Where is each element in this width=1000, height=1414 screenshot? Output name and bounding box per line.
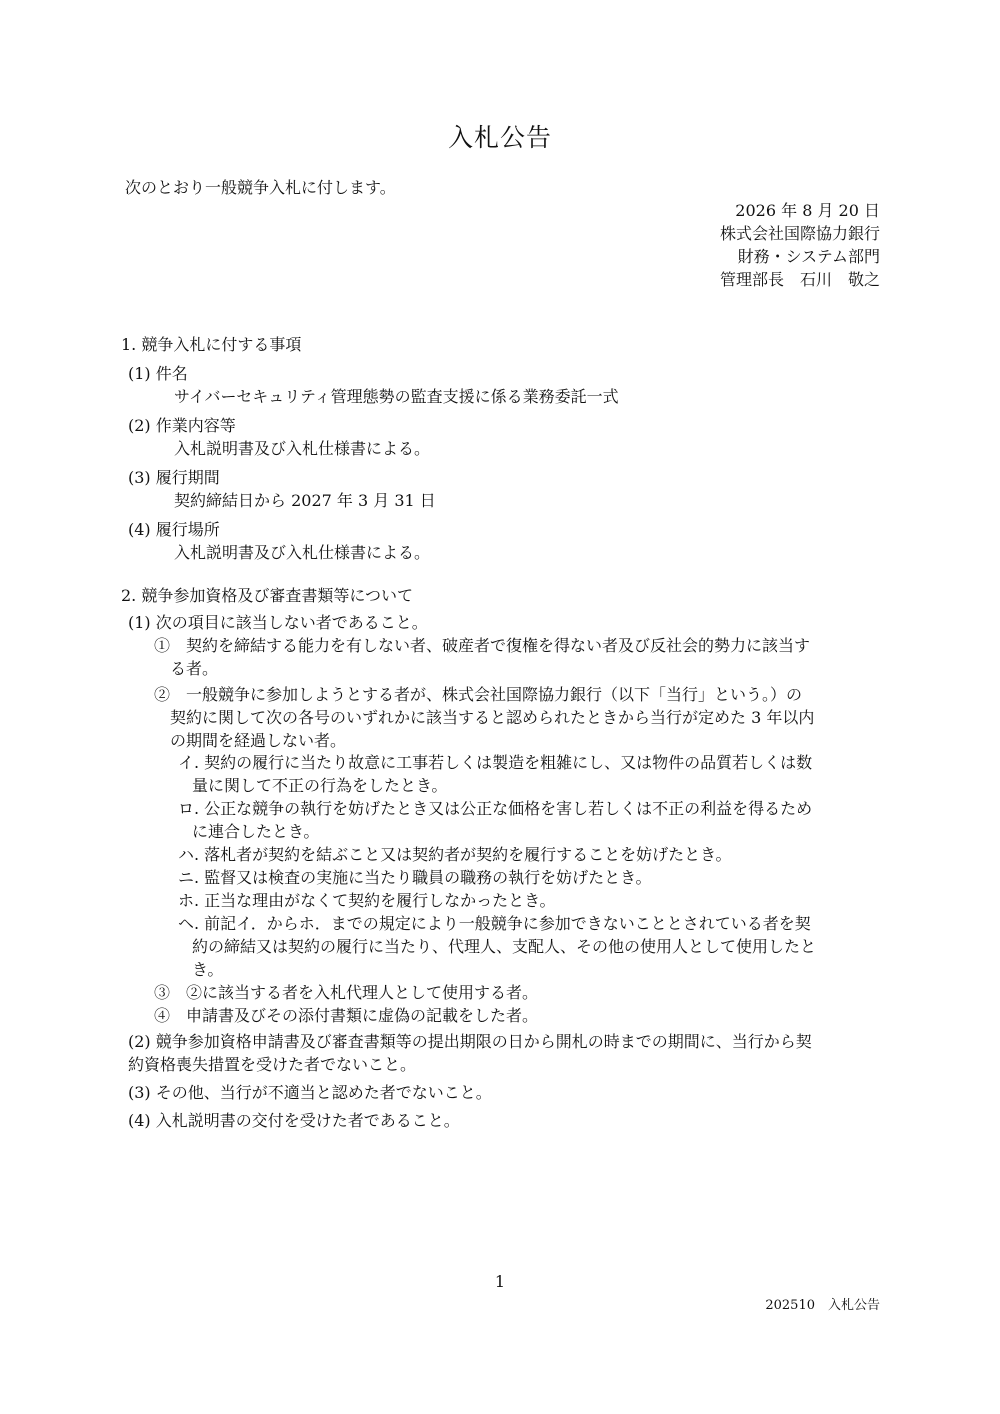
clause-continued: 契約に関して次の各号のいずれかに該当すると認められたときから当行が定めた 3 年以内 xyxy=(170,708,815,727)
paragraph: (4) 入札説明書の交付を受けた者であること。 xyxy=(128,1111,460,1130)
section1-heading: 1. 競争入札に付する事項 xyxy=(121,335,302,354)
clause: ④ 申請書及びその添付書類に虚偽の記載をした者。 xyxy=(154,1006,539,1025)
page-title: 入札公告 xyxy=(447,123,552,152)
page-number: 1 xyxy=(494,1272,506,1291)
sub-item: ホ. 正当な理由がなくて契約を履行しなかったとき。 xyxy=(178,891,556,910)
sub-item: イ. 契約の履行に当たり故意に工事若しくは製造を粗雑にし、又は物件の品質若しくは数 xyxy=(178,753,813,772)
sub-item: ニ. 監督又は検査の実施に当たり職員の職務の執行を妨げたとき。 xyxy=(178,868,652,887)
paragraph: (1) 次の項目に該当しない者であること。 xyxy=(128,613,428,632)
clause: ① 契約を締結する能力を有しない者、破産者で復権を得ない者及び反社会的勢力に該当す xyxy=(154,636,811,655)
sub-item: ロ. 公正な競争の執行を妨げたとき又は公正な価格を害し若しくは不正の利益を得るため xyxy=(178,799,813,818)
paragraph: (2) 競争参加資格申請書及び審査書類等の提出期限の日から開札の時までの期間に、当行から契 xyxy=(128,1032,812,1051)
issuer-date: 2026 年 8 月 20 日 xyxy=(735,201,880,220)
item-label: (1) 件名 xyxy=(128,364,188,383)
footer-text: 202510 入札公告 xyxy=(765,1298,880,1313)
section2-heading: 2. 競争参加資格及び審査書類等について xyxy=(121,586,414,605)
issuer-person: 管理部長 石川 敬之 xyxy=(719,270,880,289)
paragraph-continued: 約資格喪失措置を受けた者でないこと。 xyxy=(128,1055,417,1074)
clause: ③ ②に該当する者を入札代理人として使用する者。 xyxy=(154,983,539,1002)
item-body: 入札説明書及び入札仕様書による。 xyxy=(174,439,431,458)
item-label: (3) 履行期間 xyxy=(128,468,220,487)
clause-continued: る者。 xyxy=(170,659,219,678)
sub-item-continued: 約の締結又は契約の履行に当たり、代理人、支配人、その他の使用人として使用したと xyxy=(192,937,817,956)
sub-item: ハ. 落札者が契約を結ぶこと又は契約者が契約を履行することを妨げたとき。 xyxy=(178,845,732,864)
issuer-org: 株式会社国際協力銀行 xyxy=(719,224,880,243)
sub-item-continued: に連合したとき。 xyxy=(192,822,320,841)
sub-item-continued: 量に関して不正の行為をしたとき。 xyxy=(192,776,448,795)
item-label: (2) 作業内容等 xyxy=(128,416,236,435)
paragraph: (3) その他、当行が不適当と認めた者でないこと。 xyxy=(128,1083,492,1102)
intro-text: 次のとおり一般競争入札に付します。 xyxy=(125,178,396,197)
item-label: (4) 履行場所 xyxy=(128,520,220,539)
sub-item-continued: き。 xyxy=(192,960,224,979)
clause-continued: の期間を経過しない者。 xyxy=(170,731,347,750)
issuer-dept: 財務・システム部門 xyxy=(737,247,880,266)
clause: ② 一般競争に参加しようとする者が、株式会社国際協力銀行（以下「当行」という。）の xyxy=(154,685,803,704)
item-body: 入札説明書及び入札仕様書による。 xyxy=(174,543,431,562)
sub-item: ヘ. 前記イ．からホ．までの規定により一般競争に参加できないこととされている者を契 xyxy=(178,914,811,933)
item-body: サイバーセキュリティ管理態勢の監査支援に係る業務委託一式 xyxy=(174,387,619,406)
item-body: 契約締結日から 2027 年 3 月 31 日 xyxy=(174,491,436,510)
